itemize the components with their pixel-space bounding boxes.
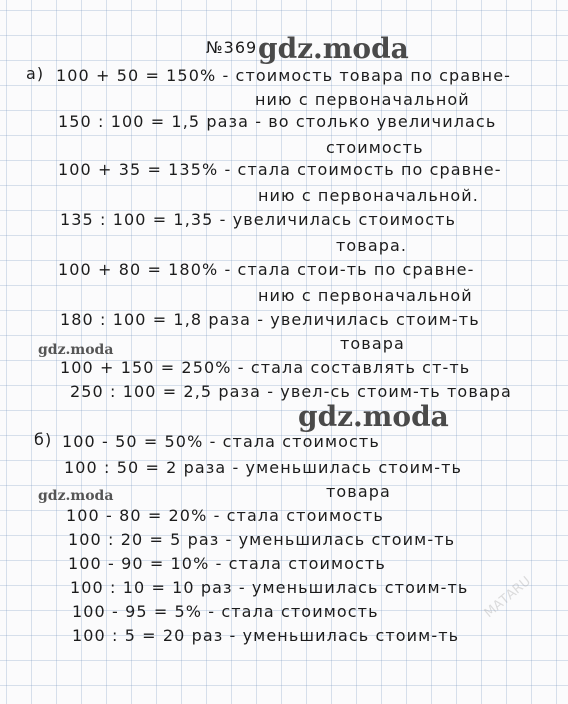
part-a-line-6: нию с первоначальной. — [258, 186, 479, 205]
part-b-line-4: 100 - 80 = 20% - стала стоимость — [66, 506, 384, 525]
part-a-line-3: 150 : 100 = 1,5 раза - во столько увеличилась — [58, 112, 497, 131]
part-a-line-7: 135 : 100 = 1,35 - увеличилась стоимость — [60, 210, 457, 229]
part-a-line-5: 100 + 35 = 135% - стала стоимость по сравне- — [58, 160, 502, 179]
part-a-line-14: 250 : 100 = 2,5 раза - увел-сь стоим-ть товара — [70, 382, 512, 401]
part-a-line-1: 100 + 50 = 150% - стоимость товара по сравне- — [56, 66, 512, 85]
part-b-line-9: 100 : 5 = 20 раз - уменьшилась стоим-ть — [72, 626, 460, 645]
watermark-top: gdz.moda — [258, 32, 409, 65]
part-a-line-9: 100 + 80 = 180% - стала стои-ть по сравне- — [58, 260, 475, 279]
part-a-line-12: товара — [340, 334, 405, 353]
part-b-line-6: 100 - 90 = 10% - стала стоимость — [68, 554, 386, 573]
part-a-marker: а) — [26, 64, 45, 83]
part-b-line-8: 100 - 95 = 5% - стала стоимость — [72, 602, 379, 621]
part-b-line-2: 100 : 50 = 2 раза - уменьшилась стоим-ть — [64, 458, 463, 477]
corner-watermark: МАТАRU — [481, 573, 534, 622]
part-b-line-1: 100 - 50 = 50% - стала стоимость — [62, 432, 380, 451]
part-a-line-8: товара. — [336, 236, 408, 255]
watermark-left-a: gdz.moda — [38, 342, 114, 358]
part-b-line-5: 100 : 20 = 5 раз - уменьшилась стоим-ть — [68, 530, 456, 549]
part-a-line-13: 100 + 150 = 250% - стала составлять ст-ть — [60, 358, 471, 377]
part-a-line-10: нию с первоначальной — [258, 286, 473, 305]
part-b-line-3: товара — [326, 482, 391, 501]
part-a-line-11: 180 : 100 = 1,8 раза - увеличилась стоим-ть — [60, 310, 480, 329]
task-number: №369 — [206, 38, 258, 57]
part-b-line-7: 100 : 10 = 10 раз - уменьшилась стоим-ть — [70, 578, 469, 597]
part-b-marker: б) — [34, 430, 53, 449]
part-a-line-2: нию с первоначальной — [255, 90, 470, 109]
part-a-line-4: стоимость — [326, 138, 424, 157]
watermark-middle: gdz.moda — [298, 400, 449, 433]
watermark-left-b: gdz.moda — [38, 488, 114, 504]
